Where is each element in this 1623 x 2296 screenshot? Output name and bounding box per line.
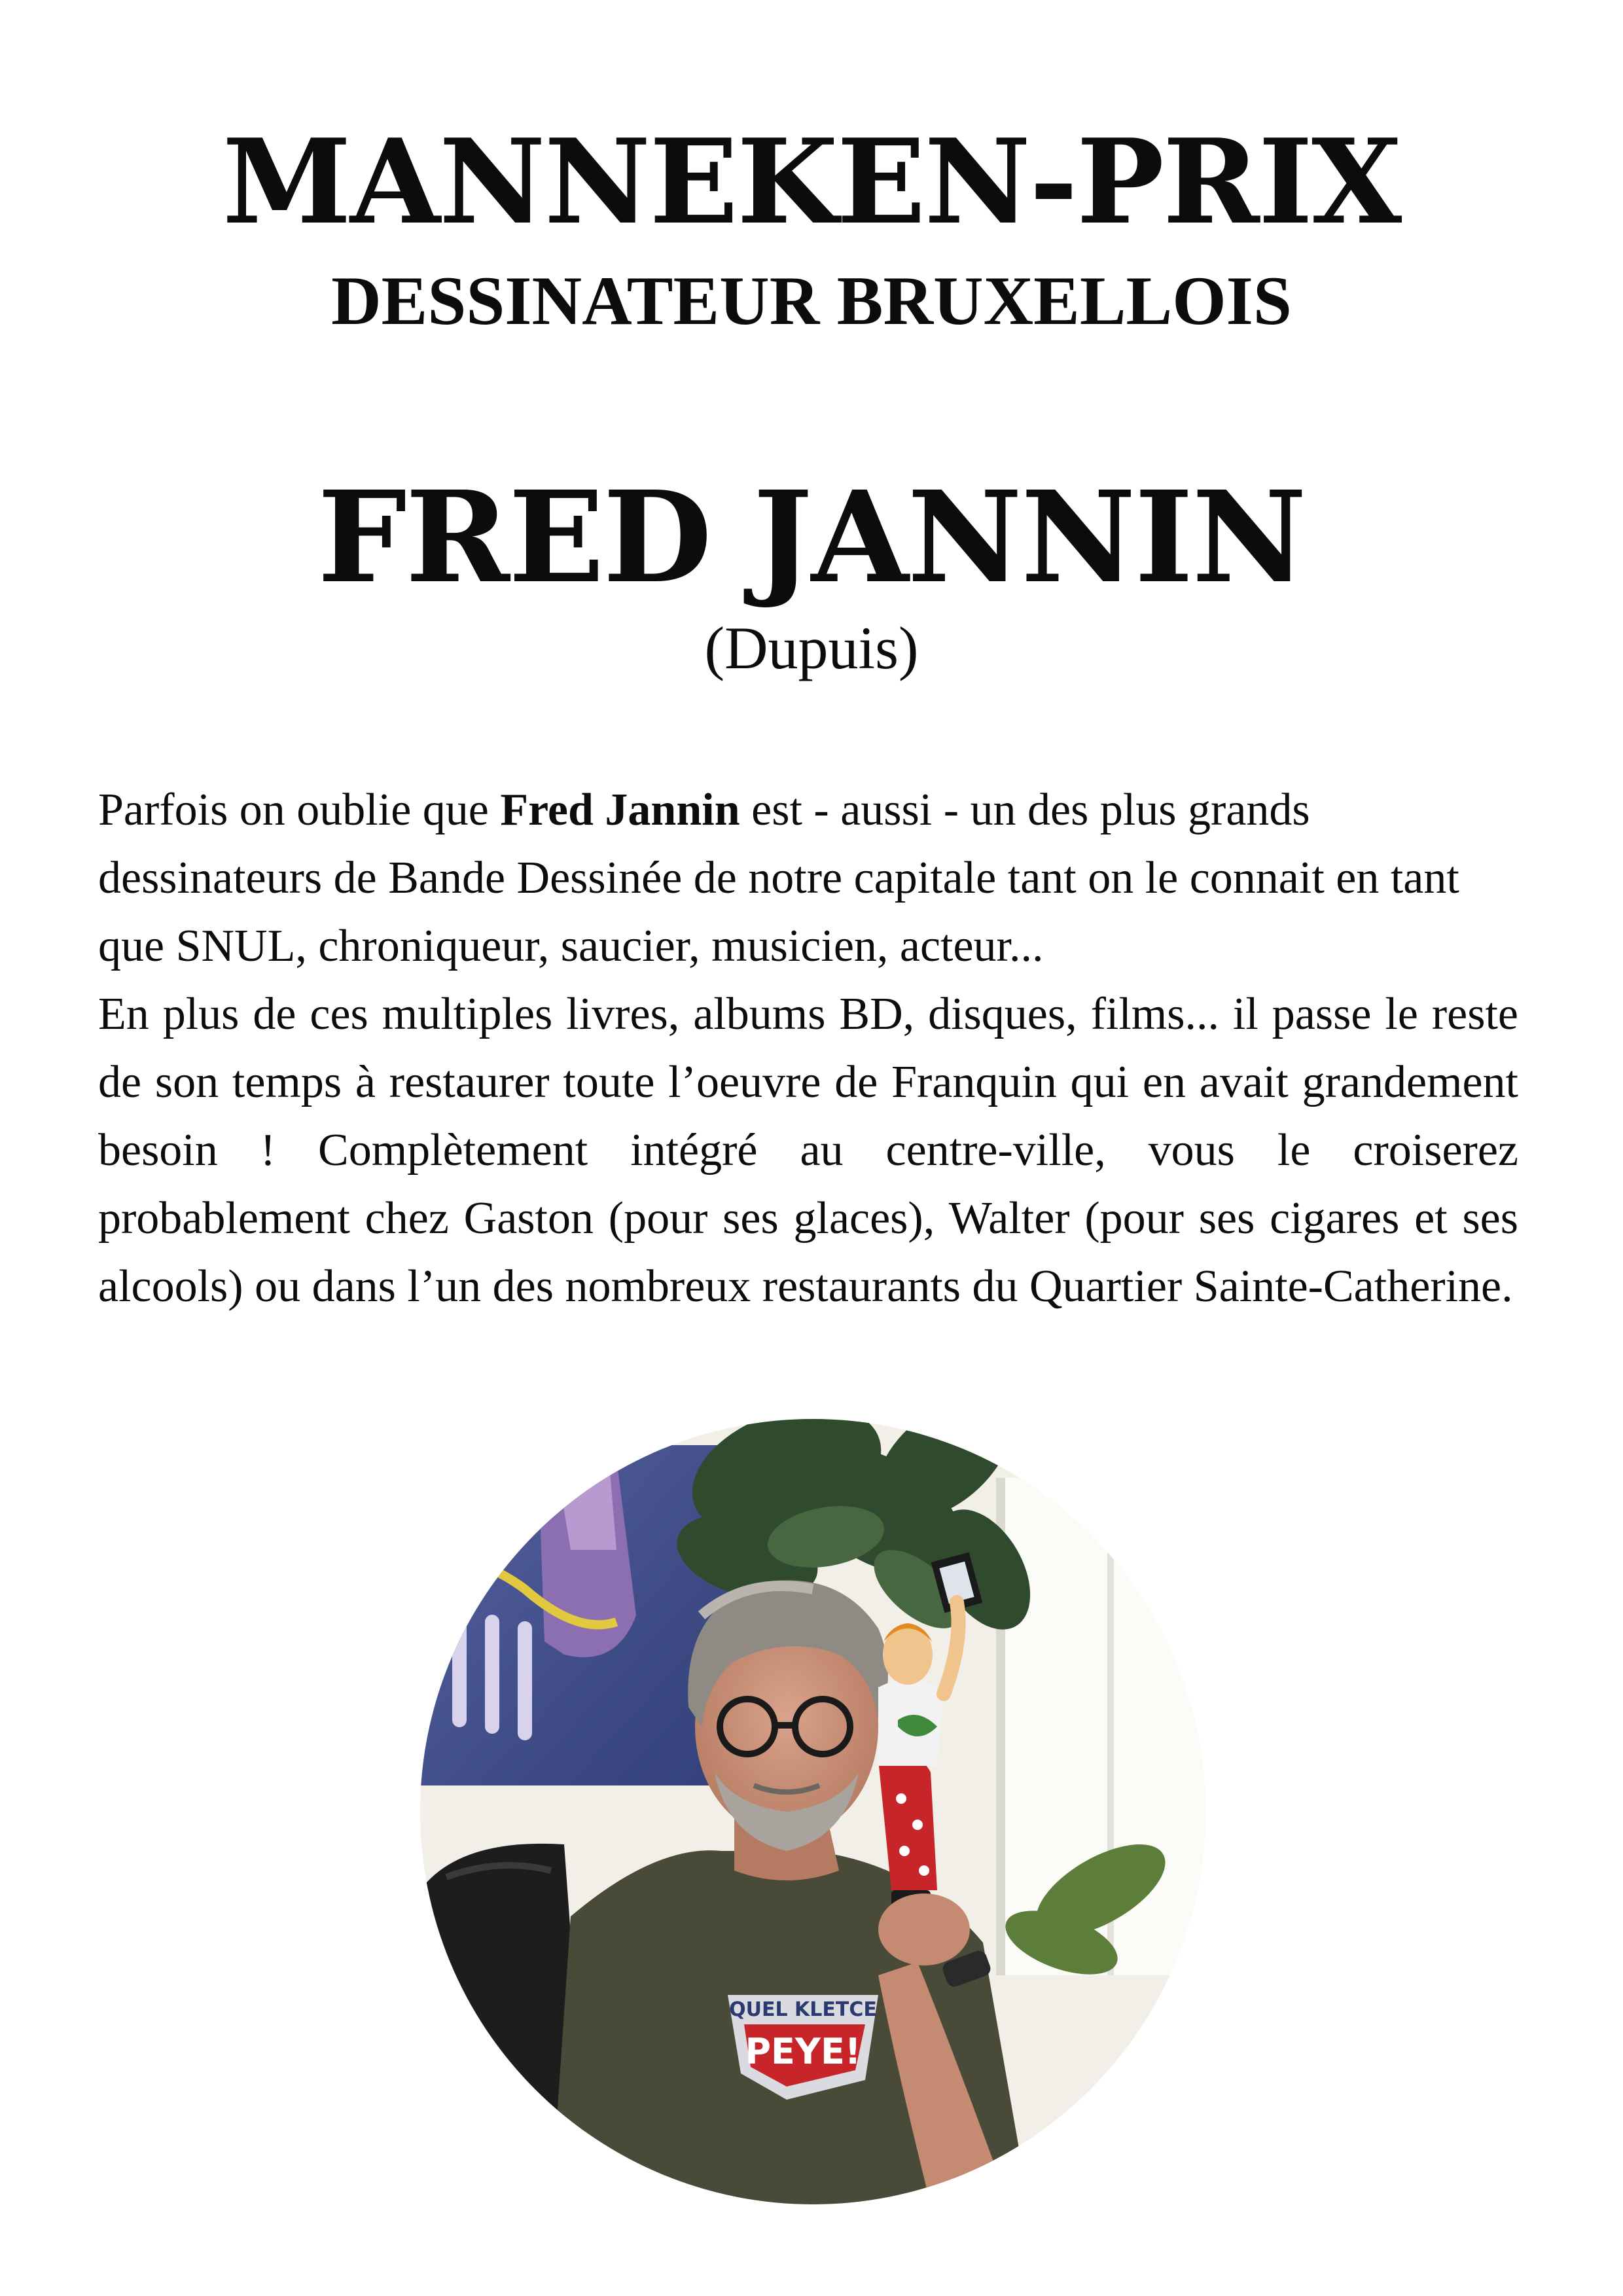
portrait-illustration [420,1419,1205,2204]
bio-text [98,776,1518,1321]
bio-p1-pre: Parfois on oublie que [98,785,501,835]
publisher: (Dupuis) [704,615,919,681]
bio-paragraph-2: En plus de ces multiples livres, albums BD, disques, films... il passe le reste de son temps à restaurer toute l’oeuvre de Franquin qui en avait grandement besoin ! Complètement intégré au centre-ville, vous le croiserez probablement chez Gaston (pour ses glaces), Walter (pour ses cigares et ses alcools) ou dans l’un des nombreux restaurants du Quartier Sainte-Catherine. [98,989,1518,1312]
tshirt-text-line2: PEYE! [745,2031,861,2072]
header-title: MANNEKEN-PRIX [222,113,1401,250]
tshirt-text-line1: QUEL KLETCE [729,1998,877,2021]
bio-paragraph-1 [98,776,1518,980]
hand [878,1893,970,1965]
bio-p1-bold-name: Fred Jannin [500,785,740,835]
header-subtitle: DESSINATEUR BRUXELLOIS [331,262,1292,339]
bio-p1-post: est - aussi - un des plus grands dessinateurs de Bande Dessinée de notre capitale tant on le connait en tant que SNUL, chroniqueur, saucier, musicien, acteur... [98,785,1459,971]
portrait-photo [420,1419,1205,2204]
artist-name: FRED JANNIN [317,464,1306,611]
